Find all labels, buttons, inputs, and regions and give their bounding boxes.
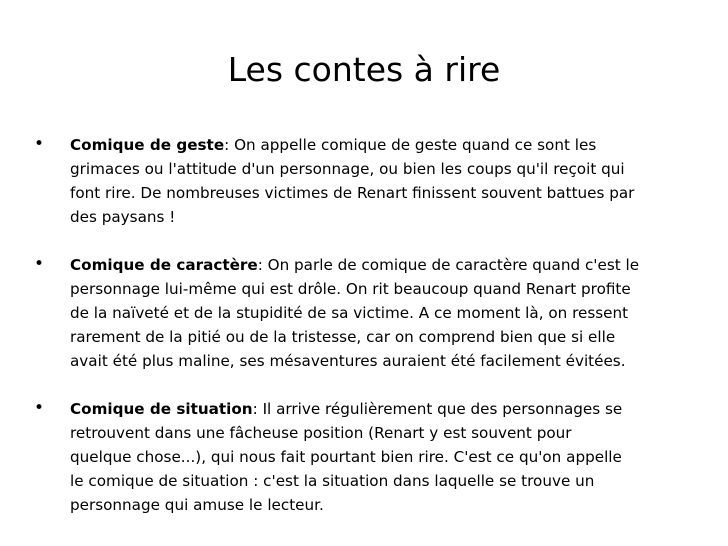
bullet-line: le comique de situation : c'est la situation dans laquelle se trouve un — [70, 472, 595, 490]
bullet-icon: • — [34, 398, 45, 418]
bullet-icon: • — [34, 134, 45, 154]
bullet-term: Comique de caractère — [70, 256, 258, 274]
bullet-first-line-text: : On appelle comique de geste quand ce sont les — [224, 136, 597, 154]
bullet-term: Comique de situation — [70, 400, 253, 418]
bullet-first-line — [70, 133, 698, 157]
bullet-term: Comique de geste — [70, 136, 225, 154]
bullet-line: personnage qui amuse le lecteur. — [70, 496, 324, 514]
bullet-list — [34, 133, 698, 517]
bullet-first-line — [70, 397, 698, 421]
bullet-item-comique-de-caractere — [34, 253, 698, 373]
bullet-item-comique-de-situation — [34, 397, 698, 517]
bullet-icon: • — [34, 254, 45, 274]
bullet-line: avait été plus maline, ses mésaventures auraient été facilement évitées. — [70, 352, 626, 370]
bullet-line: personnage lui-même qui est drôle. On rit beaucoup quand Renart profite — [70, 280, 631, 298]
bullet-first-line-text: : On parle de comique de caractère quand c'est le — [257, 256, 640, 274]
bullet-line: des paysans ! — [70, 208, 176, 226]
slide-title: Les contes à rire — [227, 50, 501, 89]
bullet-line: quelque chose...), qui nous fait pourtant bien rire. C'est ce qu'on appelle — [70, 448, 622, 466]
bullet-line: font rire. De nombreuses victimes de Renart finissent souvent battues par — [70, 184, 635, 202]
bullet-line: retrouvent dans une fâcheuse position (Renart y est souvent pour — [70, 424, 572, 442]
bullet-item-comique-de-geste — [34, 133, 698, 229]
bullet-first-line-text: : Il arrive régulièrement que des personnages se — [252, 400, 623, 418]
bullet-first-line — [70, 253, 698, 277]
bullet-line: grimaces ou l'attitude d'un personnage, ou bien les coups qu'il reçoit qui — [70, 160, 625, 178]
bullet-line: de la naïveté et de la stupidité de sa victime. A ce moment là, on ressent — [70, 304, 629, 322]
bullet-line: rarement de la pitié ou de la tristesse, car on comprend bien que si elle — [70, 328, 616, 346]
